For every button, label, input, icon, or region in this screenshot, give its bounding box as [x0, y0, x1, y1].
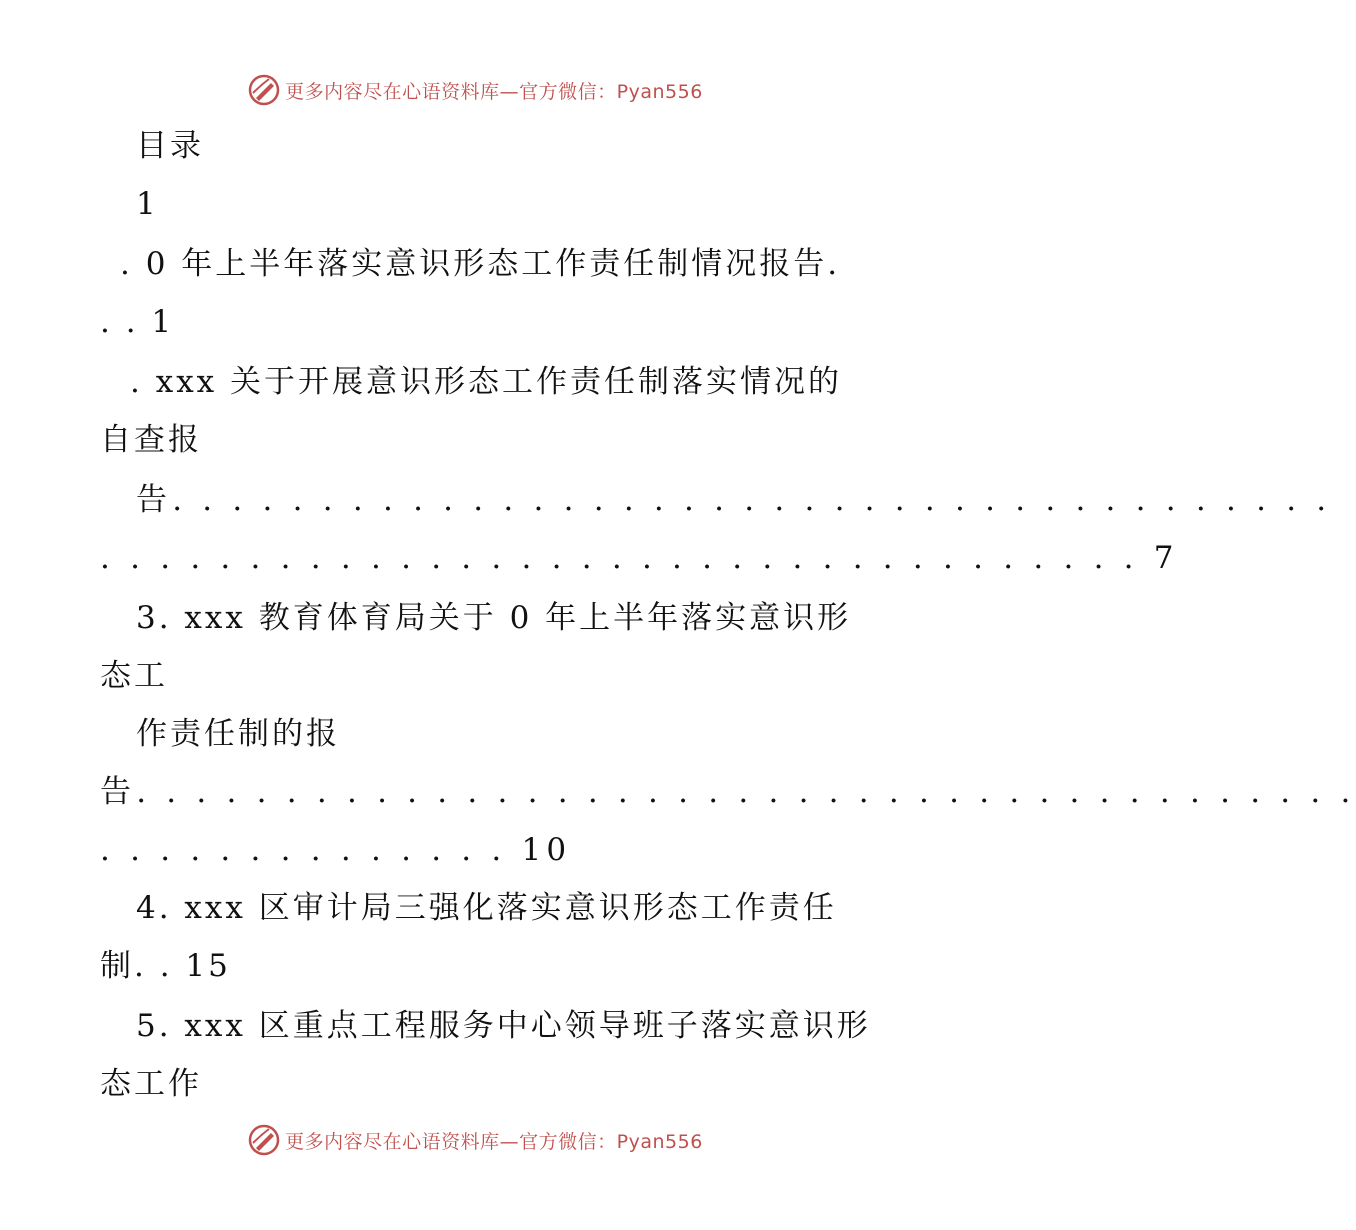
pen-logo-icon [247, 1123, 281, 1157]
toc-line: . 0 年上半年落实意识形态工作责任制情况报告. [120, 246, 841, 282]
toc-line: . . . . . . . . . . . . . . 10 [100, 832, 572, 868]
toc-line: 告. . . . . . . . . . . . . . . . . . . . . . . . . . . . . . . . . . . . . . . [136, 482, 1332, 518]
toc-line: 告. . . . . . . . . . . . . . . . . . . . . . . . . . . . . . . . . . . . . . . . . [100, 774, 1356, 810]
toc-line: 制. . 15 [100, 948, 231, 984]
toc-line: 作责任制的报 [136, 716, 340, 752]
toc-line: . . . . . . . . . . . . . . . . . . . . . . . . . . . . . . . . . . . 7 [100, 540, 1179, 576]
toc-heading: 目录 [136, 128, 204, 164]
toc-line: 4. xxx 区审计局三强化落实意识形态工作责任 [136, 890, 837, 926]
pen-logo-icon [247, 73, 281, 107]
toc-line: . xxx 关于开展意识形态工作责任制落实情况的 [130, 364, 843, 400]
toc-line: 1 [136, 186, 159, 222]
watermark-footer [0, 1120, 950, 1160]
watermark-text: 更多内容尽在心语资料库—官方微信：Pyan556 [285, 80, 703, 103]
toc-line: . . 1 [100, 304, 175, 340]
toc-line: 态工作 [100, 1066, 202, 1102]
watermark-header [0, 70, 950, 110]
toc-line: 3. xxx 教育体育局关于 0 年上半年落实意识形 [136, 600, 852, 636]
toc-line: 自查报 [100, 422, 202, 458]
toc-line: 5. xxx 区重点工程服务中心领导班子落实意识形 [136, 1008, 871, 1044]
watermark-text: 更多内容尽在心语资料库—官方微信：Pyan556 [285, 1130, 703, 1153]
toc-line: 态工 [100, 658, 168, 694]
